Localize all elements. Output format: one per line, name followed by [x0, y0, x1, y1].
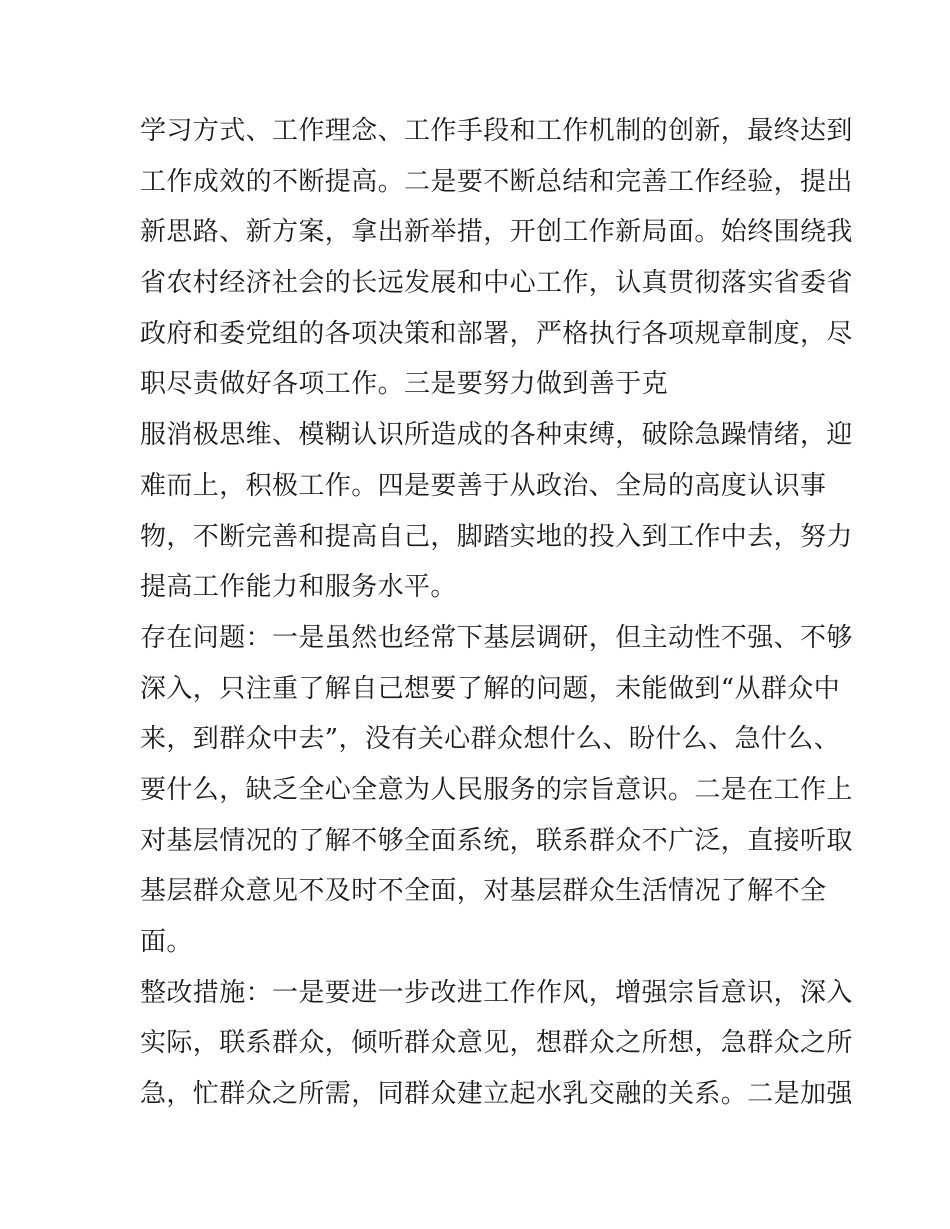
text-line: 省农村经济社会的长远发展和中心工作，认真贯彻落实省委省 — [140, 268, 853, 299]
text-line: 深入，只注重了解自己想要了解的问题，未能做到“从群众中 — [140, 673, 841, 704]
text-line: 难而上，积极工作。四是要善于从政治、全局的高度认识事 — [140, 470, 827, 501]
text-line: 存在问题：一是虽然也经常下基层调研，但主动性不强、不够 — [140, 622, 853, 653]
text-line: 对基层情况的了解不够全面系统，联系群众不广泛，直接听取 — [140, 825, 853, 856]
text-line: 来，到群众中去”，没有关心群众想什么、盼什么、急什么、 — [140, 724, 841, 755]
text-line: 要什么，缺乏全心全意为人民服务的宗旨意识。二是在工作上 — [140, 774, 853, 805]
text-line: 实际，联系群众，倾听群众意见，想群众之所想，急群众之所 — [140, 1028, 853, 1059]
text-line: 新思路、新方案，拿出新举措，开创工作新局面。始终围绕我 — [140, 217, 853, 248]
text-line: 政府和委党组的各项决策和部署，严格执行各项规章制度，尽 — [140, 318, 853, 349]
text-line: 服消极思维、模糊认识所造成的各种束缚，破除急躁情绪，迎 — [140, 420, 853, 451]
text-line: 工作成效的不断提高。二是要不断总结和完善工作经验，提出 — [140, 166, 853, 197]
text-line: 物，不断完善和提高自己，脚踏实地的投入到工作中去，努力 — [140, 521, 853, 552]
text-line: 提高工作能力和服务水平。 — [140, 572, 457, 603]
text-line: 基层群众意见不及时不全面，对基层群众生活情况了解不全 — [140, 876, 827, 907]
text-line: 整改措施：一是要进一步改进工作作风，增强宗旨意识，深入 — [140, 977, 853, 1008]
text-line: 学习方式、工作理念、工作手段和工作机制的创新，最终达到 — [140, 116, 853, 146]
text-line: 职尽责做好各项工作。三是要努力做到善于克 — [140, 369, 669, 400]
text-line: 急，忙群众之所需，同群众建立起水乳交融的关系。二是加强 — [140, 1079, 853, 1110]
document-body — [140, 106, 853, 1120]
text-line: 面。 — [140, 927, 193, 957]
